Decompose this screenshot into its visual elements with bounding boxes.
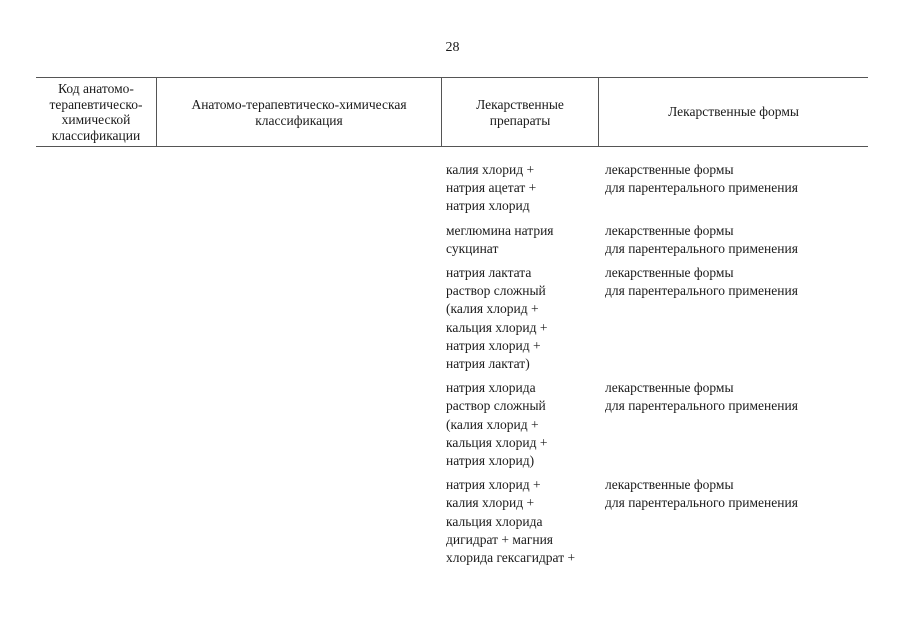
dosage-form: лекарственные формы для парентерального применения [605,380,798,414]
table-header [36,77,868,147]
page-number: 28 [445,40,460,55]
drug-name: натрия лактата раствор сложный (калия хлорид + кальция хлорид + натрия хлорид + натрия лактат) [446,265,548,372]
drug-name: меглюмина натрия сукцинат [446,222,554,256]
table-row [0,264,905,373]
header-dosage-forms [599,78,868,146]
drug-name: калия хлорид + натрия ацетат + натрия хлорид [446,162,537,214]
drug-name: натрия хлорид + калия хлорид + кальция хлорида дигидрат + магния хлорида гексагидрат + [446,477,576,566]
table-row [0,379,905,470]
header-atc-code [36,78,157,146]
dosage-form: лекарственные формы для парентерального применения [605,162,798,196]
table-row [0,222,905,258]
header-atc-code-label: Код анатомо- терапевтическо- химической классификации [49,81,143,143]
drug-name: натрия хлорида раствор сложный (калия хлорид + кальция хлорид + натрия хлорид) [446,380,548,469]
dosage-form: лекарственные формы для парентерального применения [605,265,798,299]
dosage-form: лекарственные формы для парентерального применения [605,477,798,511]
table-row [0,161,905,216]
header-atc-classification [157,78,442,146]
header-atc-classification-label: Анатомо-терапевтическо-химическая классификация [191,97,407,128]
header-dosage-forms-label: Лекарственные формы [668,104,799,120]
dosage-form: лекарственные формы для парентерального применения [605,222,798,256]
table-body [0,161,905,573]
table-row [0,476,905,567]
header-medicines-label: Лекарственные препараты [476,97,564,128]
header-medicines [442,78,599,146]
